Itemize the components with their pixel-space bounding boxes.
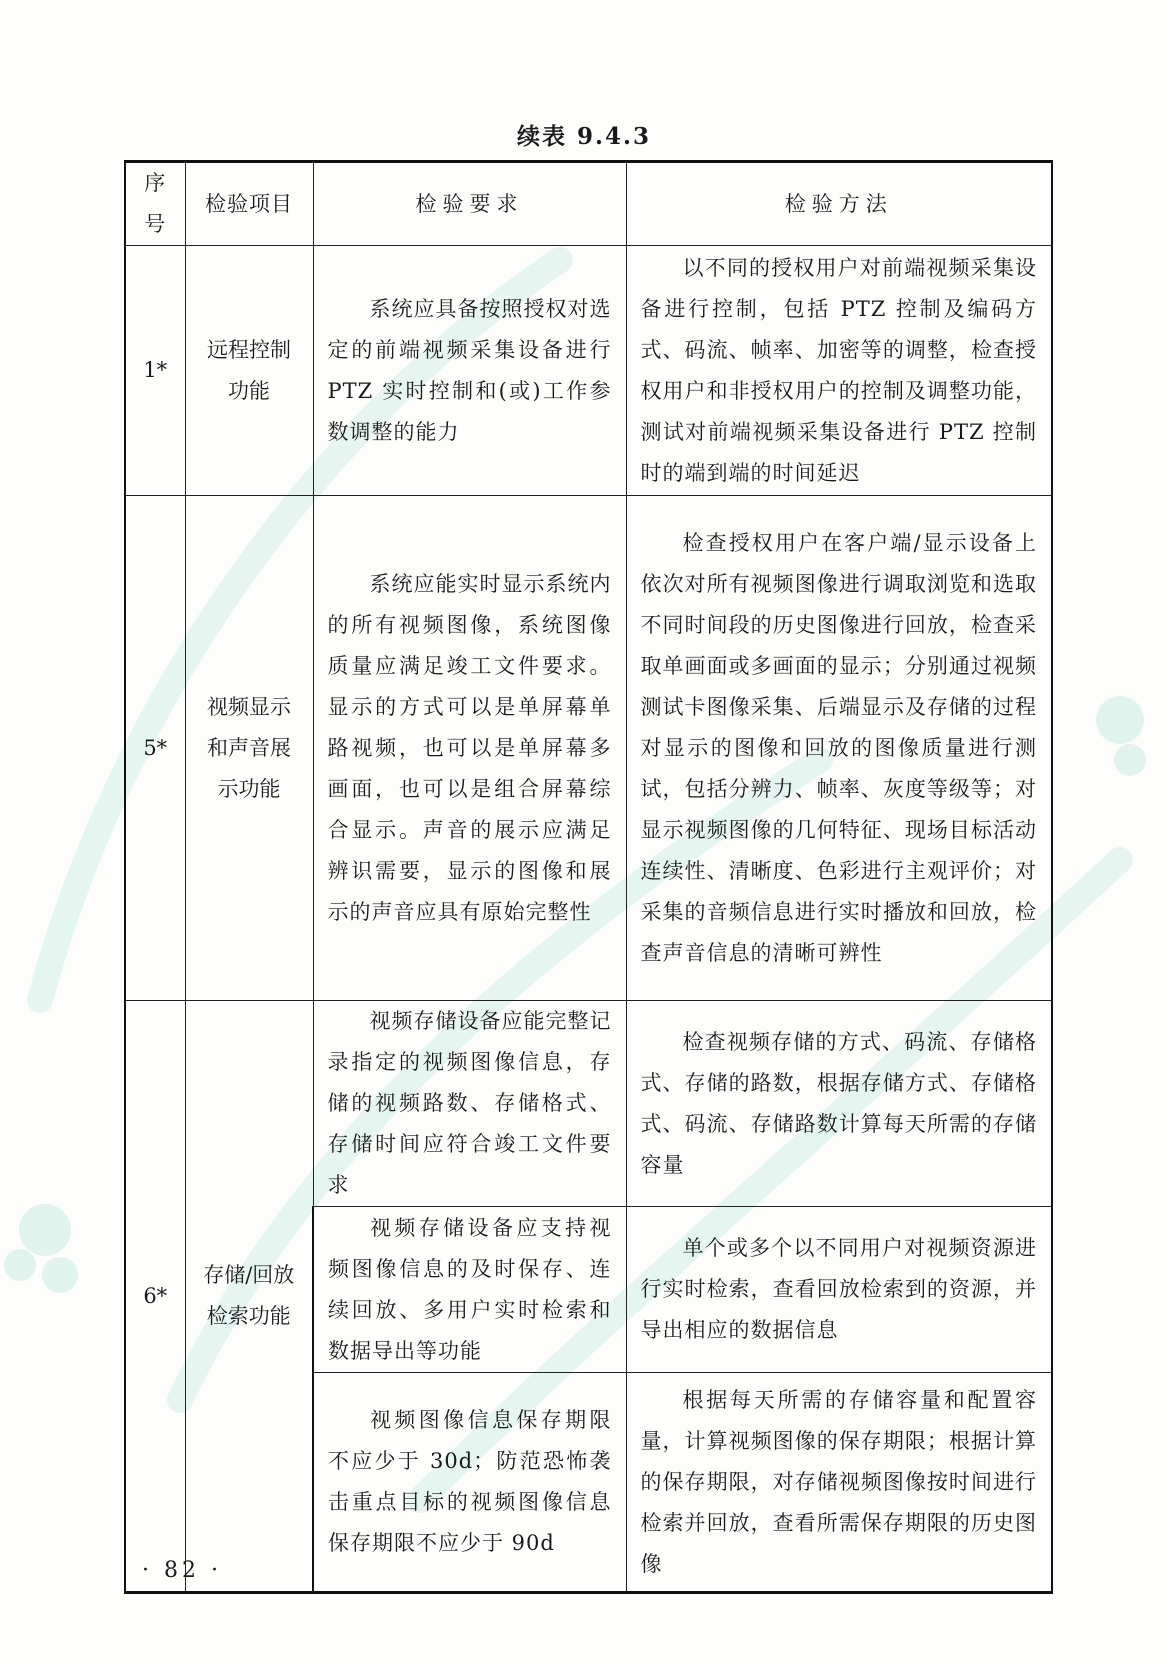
row-method: 根据每天所需的存储容量和配置容量，计算视频图像的保存期限；根据计算的保存期限，对存储视频图像按时间进行检索并回放，查看所需保存期限的历史图像 <box>626 1373 1052 1593</box>
row-no: 6* <box>125 1001 185 1593</box>
table-header-row <box>125 162 1052 246</box>
row-requirement: 视频存储设备应能完整记录指定的视频图像信息，存储的视频路数、存储格式、存储时间应符合竣工文件要求 <box>313 1001 626 1207</box>
table-row <box>125 496 1052 1001</box>
table-title: 续表 9.4.3 <box>516 123 652 150</box>
header-requirement: 检验要求 <box>313 162 626 246</box>
inspection-table <box>124 160 1053 1594</box>
table-row <box>125 246 1052 496</box>
table-row <box>125 1001 1052 1207</box>
row-requirement: 系统应具备按照授权对选定的前端视频采集设备进行 PTZ 实时控制和(或)工作参数调整的能力 <box>313 246 626 496</box>
row-no: 5* <box>125 496 185 1001</box>
row-requirement: 系统应能实时显示系统内的所有视频图像，系统图像质量应满足竣工文件要求。显示的方式可以是单屏幕单路视频，也可以是单屏幕多画面，也可以是组合屏幕综合显示。声音的展示应满足辨识需要，显示的图像和展示的声音应具有原始完整性 <box>313 496 626 1001</box>
row-item: 存储/回放检索功能 <box>185 1001 313 1593</box>
page-number: · 82 · <box>142 1558 222 1583</box>
header-method: 检验方法 <box>626 162 1052 246</box>
row-method: 检查视频存储的方式、码流、存储格式、存储的路数，根据存储方式、存储格式、码流、存储路数计算每天所需的存储容量 <box>626 1001 1052 1207</box>
row-item: 视频显示和声音展示功能 <box>185 496 313 1001</box>
row-requirement: 视频图像信息保存期限不应少于 30d；防范恐怖袭击重点目标的视频图像信息保存期限不应少于 90d <box>313 1373 626 1593</box>
row-method: 检查授权用户在客户端/显示设备上依次对所有视频图像进行调取浏览和选取不同时间段的历史图像进行回放，检查采取单画面或多画面的显示；分别通过视频测试卡图像采集、后端显示及存储的过程对显示的图像和回放的图像质量进行测试，包括分辨力、帧率、灰度等级等；对显示视频图像的几何特征、现场目标活动连续性、清晰度、色彩进行主观评价；对采集的音频信息进行实时播放和回放，检查声音信息的清晰可辨性 <box>626 496 1052 1001</box>
row-method: 单个或多个以不同用户对视频资源进行实时检索，查看回放检索到的资源，并导出相应的数据信息 <box>626 1207 1052 1373</box>
row-item: 远程控制功能 <box>185 246 313 496</box>
row-requirement: 视频存储设备应支持视频图像信息的及时保存、连续回放、多用户实时检索和数据导出等功能 <box>313 1207 626 1373</box>
row-method: 以不同的授权用户对前端视频采集设备进行控制，包括 PTZ 控制及编码方式、码流、帧率、加密等的调整，检查授权用户和非授权用户的控制及调整功能，测试对前端视频采集设备进行 PTZ 控制时的端到端的时间延迟 <box>626 246 1052 496</box>
header-item: 检验项目 <box>185 162 313 246</box>
row-no: 1* <box>125 246 185 496</box>
header-no: 序号 <box>125 162 185 246</box>
